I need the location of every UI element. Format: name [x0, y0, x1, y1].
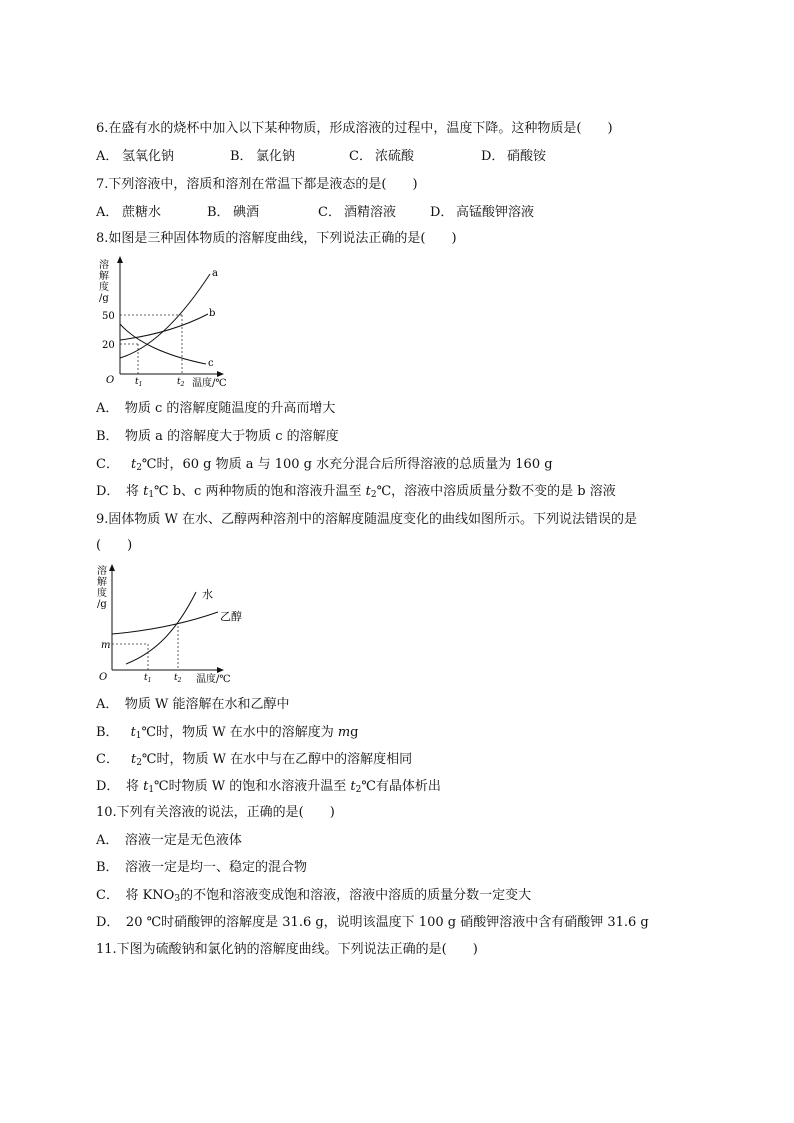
q8-ylabel-3: 度 [99, 282, 109, 293]
q8-stem: 8.如图是三种固体物质的溶解度曲线，下列说法正确的是( ) [96, 231, 457, 246]
q9-ylabel-3: 度 [97, 588, 107, 599]
q8-xlabel: 温度/℃ [192, 378, 227, 389]
q8-ytick-50: 50 [102, 311, 115, 322]
q6-option-d[interactable]: D． 硝酸铵 [481, 149, 547, 164]
q7-option-c[interactable]: C． 酒精溶液 [318, 205, 397, 220]
q9-xtick-t1: $t_1$ [144, 673, 152, 684]
q9-ylabel-2: 解 [97, 577, 107, 588]
q8-curve-a-label: a [212, 268, 218, 279]
q9-curve-water-label: 水 [202, 588, 213, 601]
q8-curve-c-label: c [208, 358, 214, 369]
q6-option-a[interactable]: A． 氢氧化钠 [96, 149, 175, 164]
q9-origin: O [99, 672, 108, 683]
q7-option-a[interactable]: A． 蔗糖水 [96, 205, 162, 220]
q8-xtick-t1: $t_1$ [135, 377, 143, 388]
q8-curve-a [120, 274, 210, 358]
q8-solubility-figure [96, 254, 246, 392]
q8-option-a[interactable]: A． 物质 c 的溶解度随温度的升高而增大 [96, 401, 336, 416]
q9-y-axis-arrow [109, 564, 115, 571]
q9-curve-ethanol [112, 612, 218, 634]
q7-option-d[interactable]: D． 高锰酸钾溶液 [430, 205, 535, 220]
q9-solubility-figure [96, 562, 256, 688]
q9-xlabel: 温度/℃ [196, 674, 231, 685]
q8-option-b[interactable]: B． 物质 a 的溶解度大于物质 c 的溶解度 [96, 429, 339, 444]
q9-ytick-m: m [101, 640, 111, 651]
q8-ylabel-2: 解 [99, 271, 109, 282]
q10-option-c[interactable]: C． 将 $KNO_3$的不饱和溶液变成饱和溶液，溶液中溶质的质量分数一定变大 [96, 888, 532, 904]
q9-option-d[interactable]: D． 将 $t_1℃$时物质 W 的饱和水溶液升温至 $t_2℃$有晶体析出 [96, 779, 441, 795]
q8-ylabel-1: 溶 [99, 260, 109, 271]
q10-stem: 10.下列有关溶液的说法，正确的是( ) [96, 805, 335, 820]
q6-option-c[interactable]: C． 浓硫酸 [349, 149, 415, 164]
q9-stem: 9.固体物质 W 在水、乙醇两种溶剂中的溶解度随温度变化的曲线如图所示。下列说法错误的是 [96, 512, 638, 527]
q10-option-b[interactable]: B． 溶液一定是均一、稳定的混合物 [96, 860, 308, 875]
q8-ylabel-4: /g [99, 293, 109, 304]
q9-curve-water [126, 592, 196, 664]
q9-ylabel-4: /g [97, 599, 107, 610]
q7-stem: 7.下列溶液中，溶质和溶剂在常温下都是液态的是( ) [96, 177, 418, 192]
q9-x-axis-arrow [217, 667, 224, 673]
q8-x-axis-arrow [217, 371, 224, 377]
q7-option-b[interactable]: B． 碘酒 [207, 205, 260, 220]
q8-xtick-t2: $t_2$ [177, 377, 185, 388]
q9-ylabel-1: 溶 [97, 566, 107, 577]
q10-option-d[interactable]: D． 20 ℃时硝酸钾的溶解度是 31.6 g，说明该温度下 100 g 硝酸钾溶液中含有硝酸钾 31.6 g [96, 915, 649, 930]
q8-ytick-20: 20 [102, 340, 115, 351]
q11-stem: 11.下图为硫酸钠和氯化钠的溶解度曲线。下列说法正确的是( ) [96, 942, 478, 957]
q9-xtick-t2: $t_2$ [174, 673, 182, 684]
q8-option-d[interactable]: D． 将 $t_1℃$ b、c 两种物质的饱和溶液升温至 $t_2℃$，溶液中溶质质量分数不变的是 b 溶液 [96, 484, 616, 500]
q6-option-b[interactable]: B． 氯化钠 [230, 149, 296, 164]
q10-option-a[interactable]: A． 溶液一定是无色液体 [96, 833, 242, 848]
q9-curve-ethanol-label: 乙醇 [220, 610, 242, 623]
q8-y-axis-arrow [117, 256, 123, 263]
q6-stem: 6.在盛有水的烧杯中加入以下某种物质，形成溶液的过程中，温度下降。这种物质是( ) [96, 121, 613, 136]
q9-stem-cont: ( ) [96, 538, 133, 553]
q9-option-b[interactable]: B． $t_1℃$时，物质 W 在水中的溶解度为 mg [96, 725, 359, 741]
q9-option-a[interactable]: A． 物质 W 能溶解在水和乙醇中 [96, 697, 290, 712]
q8-curve-b-label: b [209, 308, 216, 319]
q8-origin: O [106, 375, 115, 386]
q9-option-c[interactable]: C． $t_2℃$时，物质 W 在水中与在乙醇中的溶解度相同 [96, 752, 413, 768]
q8-option-c[interactable]: C． $t_2℃$时，60 g 物质 a 与 100 g 水充分混合后所得溶液的总质量为 160 g [96, 457, 553, 473]
